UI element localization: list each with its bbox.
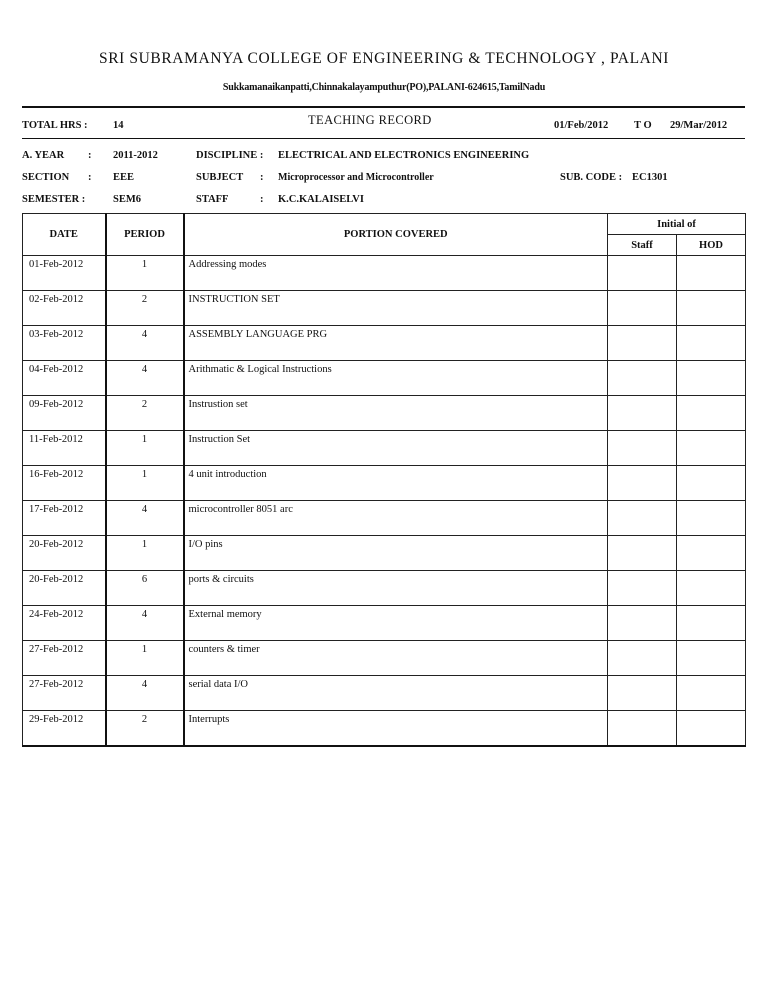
row-period: 1	[106, 256, 184, 291]
table-row	[23, 571, 746, 606]
row-date: 01-Feb-2012	[23, 256, 106, 291]
row-date: 24-Feb-2012	[23, 606, 106, 641]
row-staff-initial	[608, 536, 677, 571]
row-portion: ports & circuits	[184, 571, 608, 606]
row-hod-initial	[677, 361, 746, 396]
row-staff-initial	[608, 606, 677, 641]
row-date: 09-Feb-2012	[23, 396, 106, 431]
row-staff-initial	[608, 326, 677, 361]
discipline-label: DISCIPLINE :	[196, 150, 264, 161]
college-title: SRI SUBRAMANYA COLLEGE OF ENGINEERING & TECHNOLOGY , PALANI	[98, 50, 670, 67]
year-value: 2011-2012	[113, 150, 158, 161]
section-label: SECTION	[22, 172, 70, 183]
header-rule-bottom	[22, 138, 745, 139]
initial-header: Initial of	[608, 214, 746, 235]
row-period: 6	[106, 571, 184, 606]
teaching-record-table	[22, 213, 746, 747]
row-staff-initial	[608, 396, 677, 431]
row-period: 4	[106, 676, 184, 711]
subject-value: Microprocessor and Microcontroller	[278, 172, 434, 183]
row-portion: ASSEMBLY LANGUAGE PRG	[184, 326, 608, 361]
college-address: Sukkamanaikanpatti,Chinnakalayamputhur(PO),PALANI-624615,TamilNadu	[222, 82, 546, 93]
row-staff-initial	[608, 361, 677, 396]
discipline-value: ELECTRICAL AND ELECTRONICS ENGINEERING	[278, 150, 530, 161]
row-date: 03-Feb-2012	[23, 326, 106, 361]
row-period: 4	[106, 501, 184, 536]
row-staff-initial	[608, 291, 677, 326]
row-period: 4	[106, 606, 184, 641]
table-row	[23, 291, 746, 326]
staff-colon: :	[260, 194, 264, 205]
row-staff-initial	[608, 501, 677, 536]
total-hrs-value: 14	[113, 120, 124, 131]
table-row	[23, 641, 746, 676]
row-staff-initial	[608, 431, 677, 466]
row-period: 1	[106, 536, 184, 571]
row-portion: Instruction Set	[184, 431, 608, 466]
row-date: 20-Feb-2012	[23, 571, 106, 606]
row-hod-initial	[677, 536, 746, 571]
row-staff-initial	[608, 676, 677, 711]
row-portion: Interrupts	[184, 711, 608, 747]
row-hod-initial	[677, 256, 746, 291]
staff-label: STAFF	[196, 194, 229, 205]
table-row	[23, 606, 746, 641]
row-staff-initial	[608, 711, 677, 747]
header-rule-top	[22, 106, 745, 108]
subject-colon: :	[260, 172, 264, 183]
row-date: 27-Feb-2012	[23, 676, 106, 711]
row-staff-initial	[608, 641, 677, 676]
subject-label: SUBJECT	[196, 172, 244, 183]
row-portion: 4 unit introduction	[184, 466, 608, 501]
total-hrs-label: TOTAL HRS :	[22, 120, 88, 131]
year-colon: :	[88, 150, 92, 161]
row-hod-initial	[677, 431, 746, 466]
period-header: PERIOD	[106, 214, 184, 256]
year-label: A. YEAR	[22, 150, 65, 161]
section-value: EEE	[113, 172, 135, 183]
row-date: 27-Feb-2012	[23, 641, 106, 676]
row-hod-initial	[677, 711, 746, 747]
table-row	[23, 256, 746, 291]
row-period: 4	[106, 326, 184, 361]
portion-header: PORTION COVERED	[184, 214, 608, 256]
to-date: 29/Mar/2012	[670, 120, 728, 131]
row-staff-initial	[608, 571, 677, 606]
staff-header: Staff	[608, 235, 677, 256]
row-hod-initial	[677, 396, 746, 431]
table-row	[23, 431, 746, 466]
from-date: 01/Feb/2012	[554, 120, 609, 131]
record-title: TEACHING RECORD	[308, 113, 432, 127]
row-period: 4	[106, 361, 184, 396]
row-period: 1	[106, 641, 184, 676]
table-row	[23, 711, 746, 747]
row-hod-initial	[677, 606, 746, 641]
row-hod-initial	[677, 641, 746, 676]
row-date: 16-Feb-2012	[23, 466, 106, 501]
row-hod-initial	[677, 291, 746, 326]
table-row	[23, 676, 746, 711]
table-row	[23, 396, 746, 431]
semester-label: SEMESTER :	[22, 194, 86, 205]
subcode-label: SUB. CODE :	[560, 172, 623, 183]
row-date: 17-Feb-2012	[23, 501, 106, 536]
row-portion: counters & timer	[184, 641, 608, 676]
row-period: 2	[106, 291, 184, 326]
staff-value: K.C.KALAISELVI	[278, 194, 364, 205]
row-portion: External memory	[184, 606, 608, 641]
row-period: 1	[106, 431, 184, 466]
table-row	[23, 361, 746, 396]
row-date: 11-Feb-2012	[23, 431, 106, 466]
row-date: 20-Feb-2012	[23, 536, 106, 571]
row-portion: Instrustion set	[184, 396, 608, 431]
row-date: 29-Feb-2012	[23, 711, 106, 747]
row-date: 04-Feb-2012	[23, 361, 106, 396]
row-hod-initial	[677, 326, 746, 361]
section-colon: :	[88, 172, 92, 183]
row-hod-initial	[677, 571, 746, 606]
hod-header: HOD	[677, 235, 746, 256]
row-portion: I/O pins	[184, 536, 608, 571]
table-row	[23, 326, 746, 361]
row-staff-initial	[608, 256, 677, 291]
row-portion: microcontroller 8051 arc	[184, 501, 608, 536]
subcode-value: EC1301	[632, 172, 668, 183]
row-portion: Addressing modes	[184, 256, 608, 291]
semester-value: SEM6	[113, 194, 142, 205]
table-row	[23, 501, 746, 536]
table-row	[23, 466, 746, 501]
row-portion: INSTRUCTION SET	[184, 291, 608, 326]
row-staff-initial	[608, 466, 677, 501]
row-period: 2	[106, 711, 184, 747]
row-hod-initial	[677, 466, 746, 501]
row-hod-initial	[677, 676, 746, 711]
to-label: T O	[634, 120, 652, 131]
row-date: 02-Feb-2012	[23, 291, 106, 326]
table-row	[23, 536, 746, 571]
row-period: 1	[106, 466, 184, 501]
row-portion: serial data I/O	[184, 676, 608, 711]
row-period: 2	[106, 396, 184, 431]
row-portion: Arithmatic & Logical Instructions	[184, 361, 608, 396]
row-hod-initial	[677, 501, 746, 536]
date-header: DATE	[23, 214, 106, 256]
